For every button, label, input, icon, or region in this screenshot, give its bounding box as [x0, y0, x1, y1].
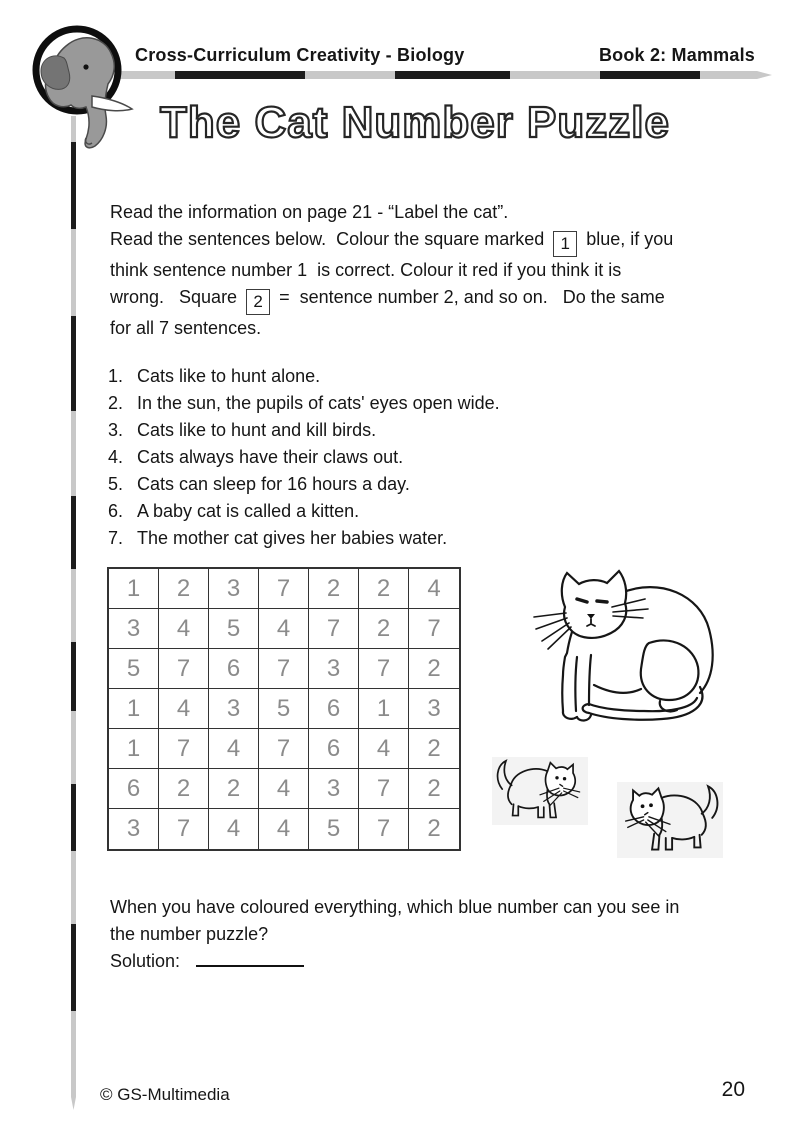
sentence-item: [108, 471, 500, 498]
grid-cell[interactable]: 6: [109, 769, 159, 809]
grid-cell[interactable]: 4: [209, 729, 259, 769]
grid-cell[interactable]: 4: [259, 609, 309, 649]
grid-cell[interactable]: 1: [109, 729, 159, 769]
sentence-text: Cats like to hunt alone.: [137, 366, 321, 386]
sentence-text: Cats always have their claws out.: [137, 447, 404, 467]
grid-cell[interactable]: 3: [309, 769, 359, 809]
grid-cell[interactable]: 7: [409, 609, 459, 649]
sentence-item: [108, 525, 500, 552]
instructions-text: wrong. Square: [110, 287, 238, 307]
grid-cell[interactable]: 3: [409, 689, 459, 729]
grid-cell[interactable]: 2: [159, 569, 209, 609]
grid-cell[interactable]: 5: [109, 649, 159, 689]
grid-cell[interactable]: 7: [359, 769, 409, 809]
grid-cell[interactable]: 7: [159, 649, 209, 689]
grid-cell[interactable]: 2: [209, 769, 259, 809]
instructions-paragraph: [110, 199, 775, 342]
page-number: 20: [721, 1078, 745, 1101]
grid-cell[interactable]: 5: [309, 809, 359, 849]
grid-cell[interactable]: 6: [209, 649, 259, 689]
grid-cell[interactable]: 4: [359, 729, 409, 769]
grid-cell[interactable]: 7: [159, 809, 209, 849]
grid-cell[interactable]: 4: [409, 569, 459, 609]
grid-cell[interactable]: 4: [209, 809, 259, 849]
sentence-text: In the sun, the pupils of cats' eyes open wide.: [137, 393, 500, 413]
grid-cell[interactable]: 4: [259, 769, 309, 809]
boxed-number-1: 1: [553, 231, 577, 257]
grid-cell[interactable]: 4: [159, 609, 209, 649]
kitten-drawing-right: [617, 782, 723, 858]
solution-line: [110, 948, 775, 975]
grid-cell[interactable]: 3: [209, 689, 259, 729]
question-block: [110, 894, 775, 975]
grid-cell[interactable]: 1: [109, 569, 159, 609]
left-pencil-rule: [71, 116, 76, 1110]
grid-cell[interactable]: 5: [209, 609, 259, 649]
grid-cell[interactable]: 2: [359, 609, 409, 649]
question-line: When you have coloured everything, which blue number can you see in: [110, 897, 680, 917]
grid-cell[interactable]: 3: [209, 569, 259, 609]
grid-cell[interactable]: 7: [259, 569, 309, 609]
instructions-line: think sentence number 1 is correct. Colour it red if you think it is: [110, 260, 622, 280]
number-grid: [107, 567, 461, 851]
instructions-line: Read the information on page 21 - “Label the cat”.: [110, 202, 509, 222]
header-pencil-rule: [112, 71, 772, 79]
sentence-item: [108, 417, 500, 444]
boxed-number-2: 2: [246, 289, 270, 315]
grid-cell[interactable]: 2: [427, 815, 441, 842]
grid-cell[interactable]: 7: [359, 649, 409, 689]
instructions-text: = sentence number 2, and so on. Do the same: [279, 287, 665, 307]
page-title: The Cat Number Puzzle: [160, 98, 670, 147]
sentence-number: 5.: [108, 474, 124, 494]
grid-cell[interactable]: 2: [409, 729, 459, 769]
grid-cell[interactable]: 7: [259, 729, 309, 769]
sentence-list: [108, 363, 500, 552]
sentence-text: The mother cat gives her babies water.: [137, 528, 448, 548]
grid-cell[interactable]: 7: [359, 809, 409, 849]
grid-cell[interactable]: 4: [159, 689, 209, 729]
instructions-line: for all 7 sentences.: [110, 318, 262, 338]
sentence-item: [108, 498, 500, 525]
sentence-number: 3.: [108, 420, 124, 440]
grid-cell[interactable]: 2: [409, 649, 459, 689]
sentence-number: 1.: [108, 366, 124, 386]
grid-cell[interactable]: 6: [309, 729, 359, 769]
grid-cell[interactable]: 6: [309, 689, 359, 729]
grid-cell[interactable]: 2: [409, 769, 459, 809]
instructions-text: blue, if you: [586, 229, 674, 249]
grid-cell[interactable]: 3: [109, 809, 159, 849]
sentence-number: 2.: [108, 393, 124, 413]
instructions-text: Read the sentences below. Colour the square marked: [110, 229, 545, 249]
grid-cell[interactable]: 7: [259, 649, 309, 689]
sentence-number: 7.: [108, 528, 124, 548]
sentence-number: 6.: [108, 501, 124, 521]
solution-answer-blank[interactable]: [196, 949, 304, 967]
solution-label: Solution:: [110, 951, 181, 971]
instructions-line: [110, 284, 775, 315]
grid-cell[interactable]: 3: [309, 649, 359, 689]
sentence-text: Cats can sleep for 16 hours a day.: [137, 474, 410, 494]
sentence-item: [108, 444, 500, 471]
grid-cell[interactable]: 2: [309, 569, 359, 609]
question-line: the number puzzle?: [110, 924, 269, 944]
kitten-drawing-left: [492, 757, 588, 825]
grid-cell[interactable]: 3: [109, 609, 159, 649]
grid-cell[interactable]: 2: [359, 569, 409, 609]
sentence-text: A baby cat is called a kitten.: [137, 501, 360, 521]
copyright-text: © GS-Multimedia: [100, 1085, 230, 1104]
header-book-title: Book 2: Mammals: [598, 45, 755, 65]
sentence-item: [108, 390, 500, 417]
grid-cell[interactable]: 7: [159, 729, 209, 769]
sentence-number: 4.: [108, 447, 124, 467]
grid-cell[interactable]: 2: [159, 769, 209, 809]
sentence-text: Cats like to hunt and kill birds.: [137, 420, 377, 440]
elephant-logo-icon: [24, 20, 146, 155]
grid-cell[interactable]: 5: [259, 689, 309, 729]
header-series-title: Cross-Curriculum Creativity - Biology: [135, 45, 465, 65]
sentence-item: [108, 363, 500, 390]
grid-cell[interactable]: 7: [309, 609, 359, 649]
grid-cell[interactable]: 4: [259, 809, 309, 849]
instructions-line: [110, 226, 775, 257]
grid-cell[interactable]: 1: [109, 689, 159, 729]
cat-drawing: [532, 565, 744, 735]
grid-cell[interactable]: 1: [359, 689, 409, 729]
